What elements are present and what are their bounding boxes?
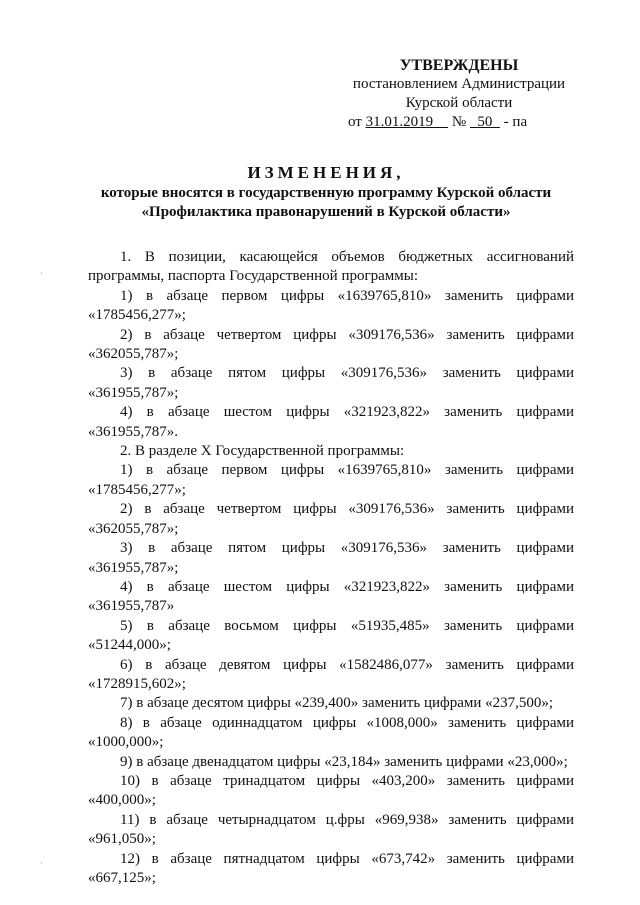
approval-number: 50: [477, 114, 493, 130]
paragraph: 2. В разделе X Государственной программы:: [120, 443, 405, 460]
document-body: [88, 248, 574, 888]
paragraph: 3) в абзаце пятом цифры «309176,536» заменить цифрами «361955,787»;: [88, 540, 574, 576]
number-suffix: - па: [503, 114, 528, 130]
paragraph: 4) в абзаце шестом цифры «321923,822» заменить цифрами «361955,787».: [88, 404, 574, 440]
approval-heading: УТВЕРЖДЕНЫ: [399, 57, 519, 74]
approval-stamp: [344, 56, 574, 132]
document-title: [60, 162, 592, 222]
scan-speck: ·: [40, 268, 43, 278]
paragraph: 1) в абзаце первом цифры «1639765,810» заменить цифрами «1785456,277»;: [88, 287, 574, 324]
paragraph: 3) в абзаце пятом цифры «309176,536» заменить цифрами «361955,787»;: [88, 365, 574, 401]
date-prefix: от: [348, 114, 362, 130]
title-main: ИЗМЕНЕНИЯ,: [247, 163, 405, 182]
approval-date-line: [344, 113, 574, 132]
paragraph: 2) в абзаце четвертом цифры «309176,536» заменить цифрами «362055,787»;: [88, 501, 574, 537]
paragraph: 7) в абзаце десятом цифры «239,400» заменить цифрами «237,500»;: [120, 695, 554, 712]
paragraph: 10) в абзаце тринадцатом цифры «403,200» заменить цифрами «400,000»;: [88, 772, 574, 809]
paragraph: 12) в абзаце пятнадцатом цифры «673,742» заменить цифрами «667,125»;: [88, 850, 574, 886]
paragraph: 8) в абзаце одиннадцатом цифры «1008,000» заменить цифрами «1000,000»;: [88, 714, 574, 751]
approval-line-2: Курской области: [405, 95, 513, 111]
paragraph: 9) в абзаце двенадцатом цифры «23,184» заменить цифрами «23,000»;: [120, 753, 568, 770]
scan-speck: ·: [40, 858, 43, 868]
title-sub-1: которые вносятся в государственную программу Курской области: [100, 185, 552, 201]
approval-date: 31.01.2019: [365, 114, 434, 130]
title-sub-2: «Профилактика правонарушений в Курской области»: [141, 204, 511, 220]
approval-line-1: постановлением Администрации: [352, 76, 566, 92]
paragraph: 4) в абзаце шестом цифры «321923,822» заменить цифрами «361955,787»: [88, 578, 574, 615]
paragraph: 11) в абзаце четырнадцатом ц.фры «969,938» заменить цифрами «961,050»;: [88, 811, 574, 848]
number-prefix: №: [451, 114, 467, 130]
paragraph: 1) в абзаце первом цифры «1639765,810» заменить цифрами «1785456,277»;: [88, 462, 574, 498]
paragraph: 6) в абзаце девятом цифры «1582486,077» заменить цифрами «1728915,602»;: [88, 656, 574, 692]
paragraph: 1. В позиции, касающейся объемов бюджетных ассигнований программы, паспорта Государственной программы:: [88, 249, 574, 285]
paragraph: 5) в абзаце восьмом цифры «51935,485» заменить цифрами «51244,000»;: [88, 617, 574, 654]
paragraph: 2) в абзаце четвертом цифры «309176,536» заменить цифрами «362055,787»;: [88, 326, 574, 363]
